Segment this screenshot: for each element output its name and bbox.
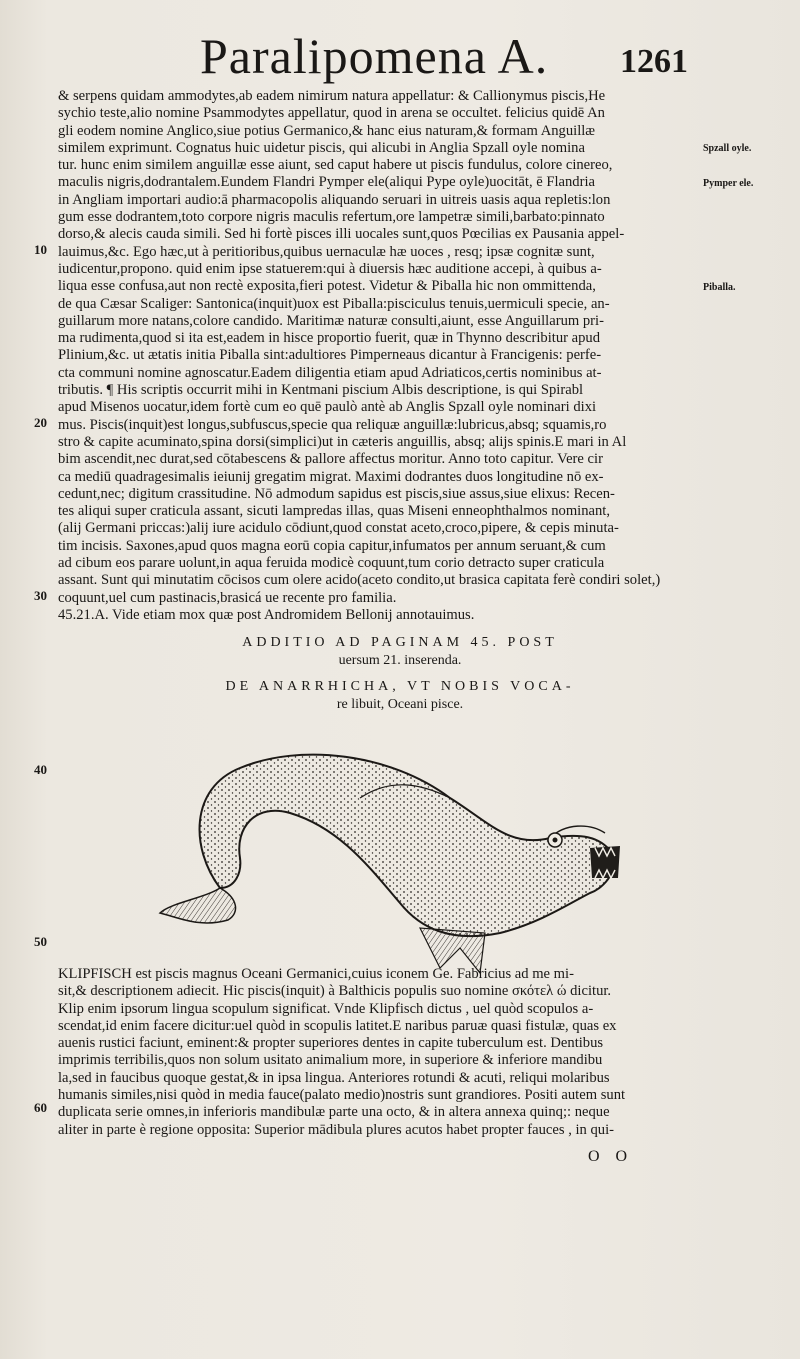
- text-line: sychio teste,alio nomine Psammodytes appellatur, quod in arena se occultet. felicius quidē An: [58, 105, 605, 122]
- text-line: scendat,id enim facere dicitur:uel quòd in scopulis latitet.E naribus paruæ quasi fistulæ, quas ex: [58, 1017, 617, 1034]
- text-line: coquunt,uel cum pastinacis,brasicá ue recente pro familia.: [58, 589, 397, 606]
- text-line: mus. Piscis(inquit)est longus,subfuscus,specie qua reliquæ anguillæ:lubricus,absq; squamis,ro: [58, 416, 607, 433]
- text-line: (alij Germani priccas:)alij iure acidulo cōdiunt,quod constat aceto,croco,pipere, & cepis minuta-: [58, 520, 619, 537]
- margin-note-piballa: Piballa.: [703, 282, 736, 293]
- signature-mark: O O: [588, 1148, 634, 1165]
- text-line: 45.21.A. Vide etiam mox quæ post Andromidem Bellonij annotauimus.: [58, 606, 475, 623]
- text-line: liqua esse confusa,aut non rectè exposita,fieri potest. Videtur & Piballa hic non ommittenda,: [58, 278, 596, 295]
- text-line: lauimus,&c. Ego hæc,ut à peritioribus,quibus uernaculæ hæ uoces , resq; ipsæ cognitæ sunt,: [58, 243, 595, 260]
- text-line: cta communi nomine agnoscatur.Eadem diligentia etiam apud Adriaticos,certis nominibus at-: [58, 364, 602, 381]
- text-line: guillarum more natans,colore candido. Maritimæ naturæ consulti,aiunt, esse Anguillarum pri-: [58, 312, 604, 329]
- text-line: imprimis terribilis,quos non solum usitato animalium more, in superiore & inferiore mandibu: [58, 1052, 603, 1069]
- text-line: assant. Sunt qui minutatim cōcisos cum olere acido(aceto condito,ut brasica capitata ferè condiri solet,): [58, 572, 661, 589]
- text-block-main: [58, 88, 698, 624]
- text-line: de qua Cæsar Scaliger: Santonica(inquit)uox est Piballa:pisciculus tenuis,uermiculi specie, an-: [58, 295, 610, 312]
- text-line: iudicentur,propono. quid enim ipse statuerem:qui à diuersis hæc auditione accepi, à quibus a-: [58, 260, 602, 277]
- addition-heading-line1: ADDITIO AD PAGINAM 45. POST: [242, 635, 558, 650]
- margin-note-pymper-ele: Pymper ele.: [703, 178, 754, 189]
- text-line: apud Misenos uocatur,idem fortè cum eo quē paulò antè ab Anglis Spzall oyle nominari dixi: [58, 399, 597, 416]
- line-number-60: 60: [34, 1100, 47, 1115]
- text-line: sit,& descriptionem adiecit. Hic piscis(inquit) à Balthicis populis suo nomine σκότελ ώ dicitur.: [58, 983, 612, 1000]
- margin-note-spzall-oyle: Spzall oyle.: [703, 143, 752, 154]
- text-line: ma rudimenta,quod si ita est,eadem in hisce proportio fuerit, quæ in Thynno describitur apud: [58, 330, 601, 347]
- text-line: & serpens quidam ammodytes,ab eadem nimirum natura appellatur: & Callionymus piscis,He: [58, 88, 606, 104]
- text-line: ad cibum eos parare uolunt,in aqua feruida modicè coquunt,tum corio detracto super craticula: [58, 555, 605, 572]
- text-line: duplicata serie omnes,in inferioris mandibulæ parte una octo, & in altera annexa quinq;: neque: [58, 1104, 610, 1121]
- line-number-10: 10: [34, 242, 47, 257]
- text-line: KLIPFISCH est piscis magnus Oceani Germanici,cuius iconem Ge. Fabricius ad me mi-: [58, 966, 574, 982]
- text-line: auenis rustici faciunt, eminent:& propter superiores dentes in capite tuberculum est. Dentibus: [58, 1035, 604, 1052]
- addition-heading-line2: uersum 21. inserenda.: [338, 653, 462, 668]
- text-line: la,sed in faucibus quoque gestat,& in ipsa lingua. Anteriores rotundi & acuti, reliqui molaribus: [58, 1069, 610, 1086]
- text-block-klipfisch: [58, 966, 698, 1139]
- text-line: similem exprimunt. Cognatus huic uidetur piscis, qui alicubi in Anglia Spzall oyle nomina: [58, 139, 585, 156]
- text-line: tim incisis. Saxones,apud quos magna eorū copia capitur,infumatos per annum seruant,& cum: [58, 537, 606, 554]
- text-line: cedunt,nec; digitum crassitudine. Nō admodum sapidus est piscis,siue assus,siue elixus: Recen-: [58, 485, 615, 502]
- page-number: 1261: [620, 43, 688, 80]
- text-line: gli eodem nomine Anglico,siue potius Germanico,& hanc eius naturam,& formam Anguillæ: [58, 122, 596, 139]
- text-line: maculis nigris,dodrantalem.Eundem Flandri Pymper ele(aliqui Pype oyle)uocitāt, ē Flandria: [58, 174, 595, 191]
- page-title: Paralipomena A.: [200, 28, 549, 84]
- text-line: aliter in parte è regione opposita: Superior mādibula plures acutos habet propter fauces , in qui-: [58, 1121, 615, 1138]
- text-line: in Angliam importari audio:ā pharmacopolis aliquando seruari in uitreis uasis aqua repletis:lon: [58, 191, 611, 208]
- text-line: Klip enim ipsorum lingua scopulum significat. Vnde Klipfisch dictus , uel quòd scopulos a-: [58, 1000, 594, 1017]
- text-line: tur. hunc enim similem anguillæ esse aiunt, sed caput habere ut piscis fundulus, colore cinereo,: [58, 157, 613, 174]
- text-line: gum esse dodrantem,toto corpore nigris maculis refertum,ore lampetræ simili,barbato:pinnato: [58, 209, 605, 226]
- line-number-20: 20: [34, 415, 47, 430]
- text-line: ca mediū quadragesimalis ieiunij gregatim migrat. Maximi dodrantes duos longitudine nō ex-: [58, 468, 604, 485]
- line-number-40: 40: [34, 762, 47, 777]
- text-line: bim ascendit,nec durat,sed cōtabescens & pallore affectus moritur. Anno toto capitur. Vere cir: [58, 451, 603, 468]
- text-line: tes aliqui super craticula assant, sicuti lampredas illas, quas Miseni enneophthalmos nominant,: [58, 503, 611, 520]
- text-line: tributis. ¶ His scriptis occurrit mihi in Kentmani piscium Albis descriptione, is qui Spirabl: [58, 382, 584, 399]
- line-number-50: 50: [34, 934, 47, 949]
- section-heading-line2: re libuit, Oceani pisce.: [336, 697, 464, 712]
- text-line: dorso,& alecis cauda simili. Sed hi fortè pisces illi uocales sunt,quos Pœcilias ex Pausania appel-: [58, 226, 625, 243]
- text-line: humanis similes,nisi quòd in media fauce(palato medio)nostris sunt grandiores. Positi autem sunt: [58, 1087, 626, 1104]
- section-heading-line1: DE ANARRHICHA, VT NOBIS VOCA-: [225, 679, 575, 694]
- anarrhicha-fish-illustration: [150, 728, 630, 978]
- text-line: stro & capite acuminato,spina dorsi(simplici)ut in cæteris anguillis, absq; alijs spinis.E mari in Al: [58, 433, 627, 450]
- line-number-30: 30: [34, 588, 47, 603]
- text-line: Plinium,&c. ut ætatis initia Piballa sint:adultiores Pimperneaus dicantur à Francigenis: perfe-: [58, 347, 602, 364]
- running-head: [200, 28, 760, 84]
